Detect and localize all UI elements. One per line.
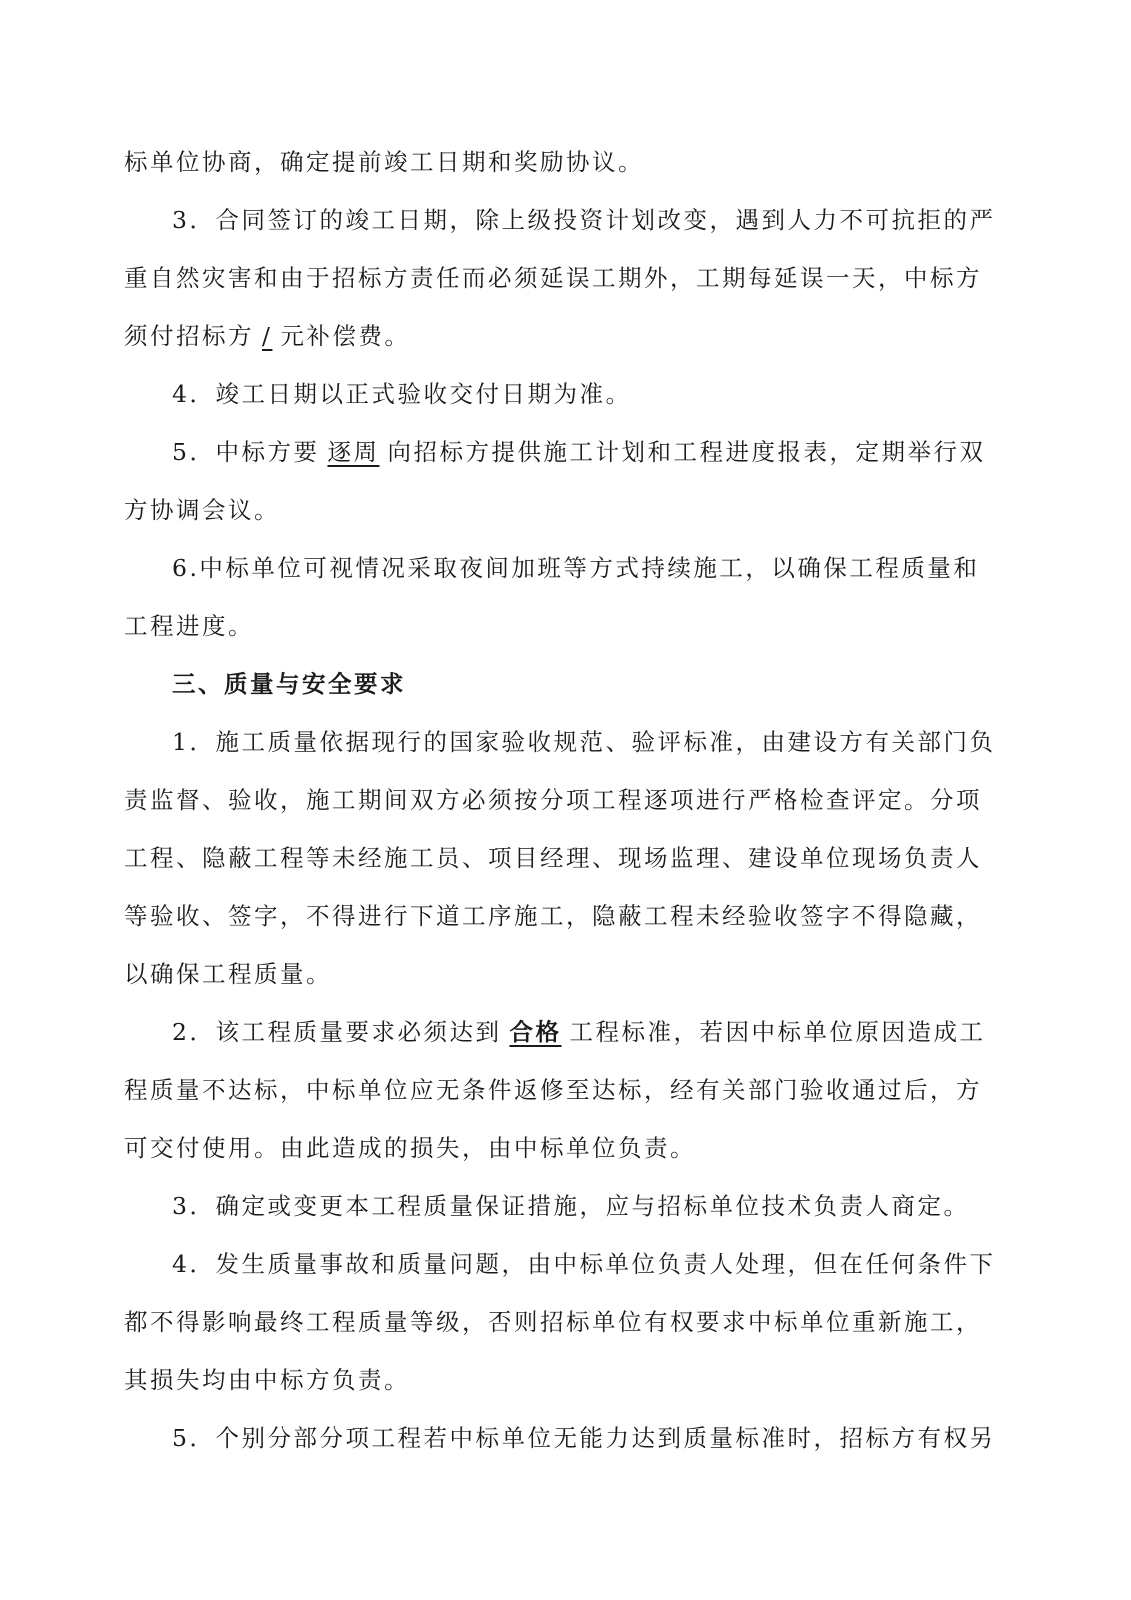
text-run: 向招标方提供施工计划和工程进度报表，定期举行双 bbox=[387, 438, 986, 466]
paragraph-line bbox=[124, 191, 1004, 249]
text-run: 责监督、验收，施工期间双方必须按分项工程逐项进行严格检查评定。分项 bbox=[124, 786, 982, 814]
paragraph-line bbox=[124, 539, 1004, 597]
text-run: 须付招标方 bbox=[124, 322, 254, 350]
text-run: 1．施工质量依据现行的国家验收规范、验评标准，由建设方有关部门负 bbox=[172, 728, 996, 756]
text-run: 可交付使用。由此造成的损失，由中标单位负责。 bbox=[124, 1134, 696, 1162]
text-run: 工程、隐蔽工程等未经施工员、项目经理、现场监理、建设单位现场负责人 bbox=[124, 844, 982, 872]
paragraph-line bbox=[124, 1409, 1004, 1467]
paragraph-line bbox=[124, 1351, 1004, 1409]
paragraph-line bbox=[124, 307, 1004, 365]
text-run: 元补偿费。 bbox=[280, 322, 411, 350]
text-run: 4．发生质量事故和质量问题，由中标单位负责人处理，但在任何条件下 bbox=[172, 1250, 996, 1278]
paragraph-line bbox=[124, 1293, 1004, 1351]
section-heading bbox=[124, 655, 1004, 713]
text-run: 5．个别分部分项工程若中标单位无能力达到质量标准时，招标方有权另 bbox=[172, 1424, 996, 1452]
text-run: 都不得影响最终工程质量等级，否则招标单位有权要求中标单位重新施工， bbox=[124, 1308, 982, 1336]
text-run: 标单位协商，确定提前竣工日期和奖励协议。 bbox=[124, 148, 644, 176]
compensation-amount-blank: / bbox=[262, 322, 273, 350]
paragraph-line bbox=[124, 597, 1004, 655]
text-run: 工程进度。 bbox=[124, 612, 254, 640]
paragraph-line bbox=[124, 829, 1004, 887]
text-run: 重自然灾害和由于招标方责任而必须延误工期外，工期每延误一天，中标方 bbox=[124, 264, 982, 292]
text-run: 5．中标方要 bbox=[172, 438, 320, 466]
text-run: 3．合同签订的竣工日期，除上级投资计划改变，遇到人力不可抗拒的严 bbox=[172, 206, 996, 234]
report-frequency-blank: 逐周 bbox=[327, 438, 380, 466]
text-run: 程质量不达标，中标单位应无条件返修至达标，经有关部门验收通过后，方 bbox=[124, 1076, 982, 1104]
text-run: 4．竣工日期以正式验收交付日期为准。 bbox=[172, 380, 632, 408]
paragraph-line bbox=[124, 771, 1004, 829]
text-run: 2．该工程质量要求必须达到 bbox=[172, 1018, 502, 1046]
document-body bbox=[124, 133, 1004, 1467]
paragraph-line bbox=[124, 713, 1004, 771]
text-run: 3．确定或变更本工程质量保证措施，应与招标单位技术负责人商定。 bbox=[172, 1192, 970, 1220]
paragraph-line bbox=[124, 249, 1004, 307]
paragraph-line bbox=[124, 133, 1004, 191]
heading-text: 三、质量与安全要求 bbox=[172, 670, 406, 698]
paragraph-line bbox=[124, 1235, 1004, 1293]
quality-standard-blank: 合格 bbox=[509, 1018, 562, 1046]
paragraph-line bbox=[124, 1177, 1004, 1235]
text-run: 以确保工程质量。 bbox=[124, 960, 332, 988]
paragraph-line bbox=[124, 887, 1004, 945]
text-run: 工程标准，若因中标单位原因造成工 bbox=[569, 1018, 986, 1046]
paragraph-line bbox=[124, 481, 1004, 539]
paragraph-line bbox=[124, 1119, 1004, 1177]
paragraph-line bbox=[124, 1003, 1004, 1061]
paragraph-line bbox=[124, 945, 1004, 1003]
text-run: 方协调会议。 bbox=[124, 496, 280, 524]
text-run: 等验收、签字，不得进行下道工序施工，隐蔽工程未经验收签字不得隐藏， bbox=[124, 902, 982, 930]
paragraph-line bbox=[124, 365, 1004, 423]
text-run: 其损失均由中标方负责。 bbox=[124, 1366, 410, 1394]
paragraph-line bbox=[124, 423, 1004, 481]
text-run: 6.中标单位可视情况采取夜间加班等方式持续施工，以确保工程质量和 bbox=[172, 554, 980, 582]
paragraph-line bbox=[124, 1061, 1004, 1119]
